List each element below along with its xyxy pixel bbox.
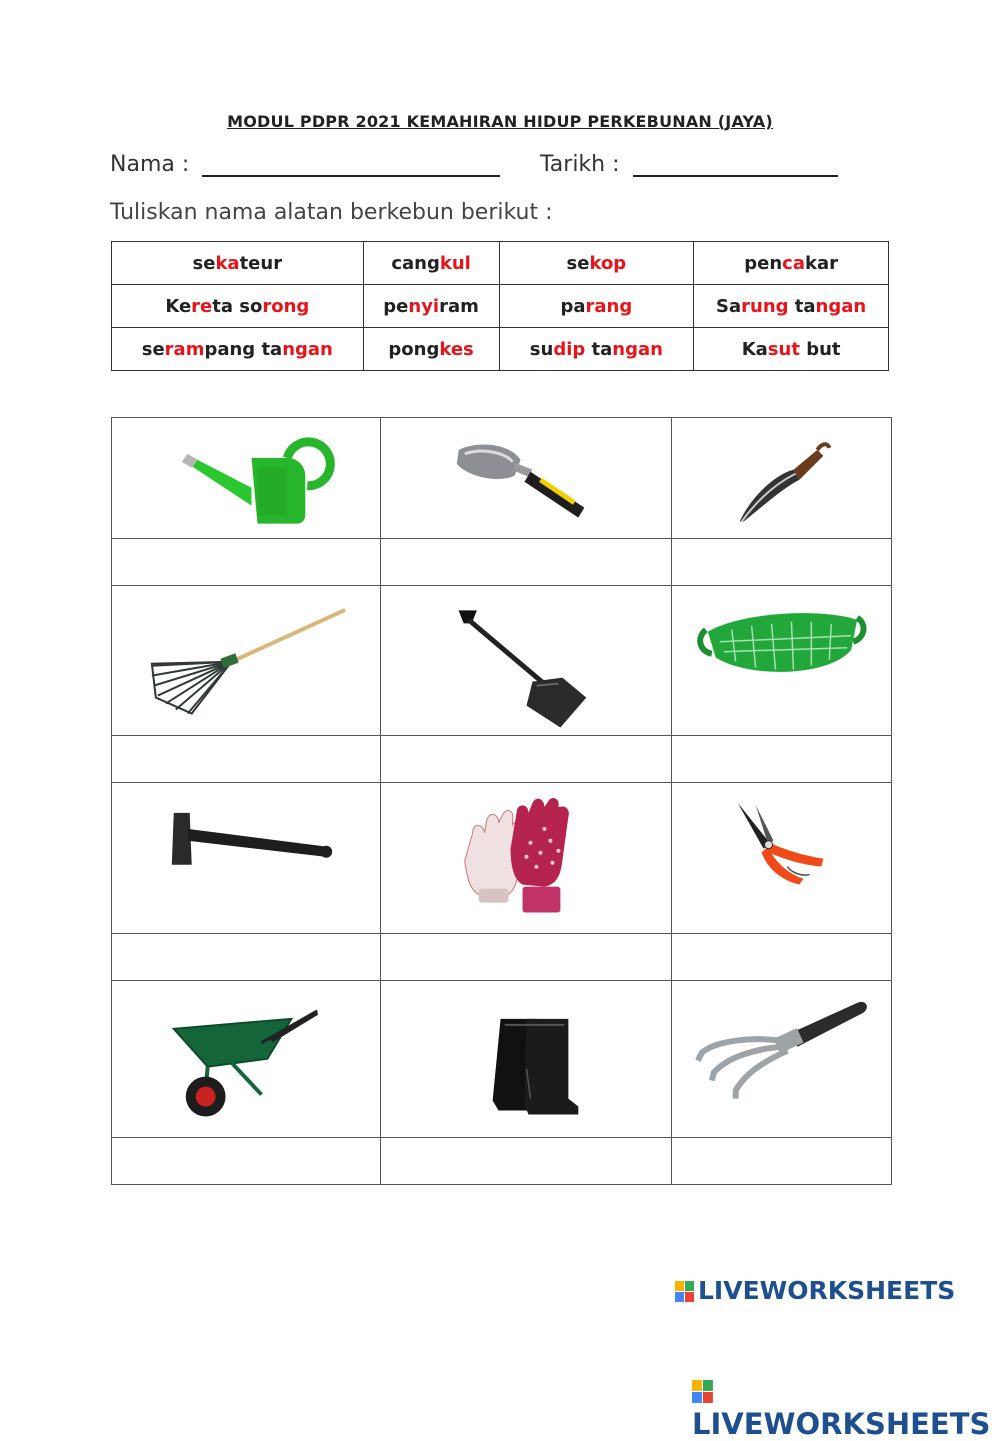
highlighted-syllable: rung <box>741 295 789 317</box>
tool-cell <box>672 783 892 933</box>
syllable: ta so <box>212 295 263 317</box>
liveworksheets-watermark-2 <box>692 1373 1000 1441</box>
watermark-text: LIVEWORKSHEETS <box>698 1276 956 1305</box>
syllable: Ke <box>165 295 192 317</box>
syllable: but <box>799 338 841 360</box>
answer-cell[interactable] <box>381 1138 672 1185</box>
tool-cell <box>381 783 672 933</box>
word-bank-table <box>111 241 889 371</box>
tool-cell <box>112 980 381 1137</box>
answer-cell[interactable] <box>672 1138 892 1185</box>
answer-cell[interactable] <box>112 538 381 585</box>
highlighted-syllable: dip <box>553 338 586 360</box>
tool-cell <box>381 418 672 539</box>
date-label: Tarikh : <box>540 152 620 177</box>
tools-grid <box>111 417 892 1185</box>
syllable: pen <box>744 252 783 274</box>
worksheet-title: MODUL PDPR 2021 KEMAHIRAN HIDUP PERKEBUNAN (JAYA) <box>227 112 773 131</box>
answer-cell[interactable] <box>672 933 892 980</box>
green-basket-icon <box>672 586 891 735</box>
tool-cell <box>381 980 672 1137</box>
syllable: ta <box>788 295 816 317</box>
hoe-icon <box>112 783 380 932</box>
date-line <box>633 155 838 177</box>
name-line <box>202 155 500 177</box>
syllable: teur <box>239 252 283 274</box>
wheelbarrow-icon <box>112 981 380 1137</box>
highlighted-syllable: ngan <box>612 338 663 360</box>
highlighted-syllable: nyi <box>408 295 440 317</box>
tool-cell <box>381 585 672 735</box>
syllable: Ka <box>741 338 768 360</box>
highlighted-syllable: rang <box>585 295 633 317</box>
syllable: se <box>566 252 590 274</box>
syllable: Sa <box>716 295 742 317</box>
highlighted-syllable: kes <box>439 338 474 360</box>
syllable: pang ta <box>204 338 283 360</box>
syllable: ta <box>585 338 613 360</box>
tool-cell <box>112 418 381 539</box>
word-bank-cell <box>112 328 364 371</box>
highlighted-syllable: kul <box>439 252 471 274</box>
answer-cell[interactable] <box>112 933 381 980</box>
syllable: se <box>141 338 165 360</box>
syllable: kar <box>804 252 838 274</box>
highlighted-syllable: sut <box>767 338 800 360</box>
highlighted-syllable: kop <box>589 252 627 274</box>
syllable: pong <box>388 338 440 360</box>
highlighted-syllable: ngan <box>815 295 867 317</box>
name-label: Nama : <box>110 152 190 177</box>
word-bank-cell <box>694 285 889 328</box>
word-bank-cell <box>363 328 499 371</box>
syllable: pa <box>560 295 586 317</box>
shovel-icon <box>381 586 671 735</box>
highlighted-syllable: ngan <box>282 338 333 360</box>
tool-cell <box>112 585 381 735</box>
date-field <box>540 152 838 177</box>
instruction: Tuliskan nama alatan berkebun berikut : <box>110 200 553 225</box>
pruning-shears-icon <box>672 783 891 932</box>
syllable: pe <box>383 295 409 317</box>
word-bank-cell <box>499 328 694 371</box>
highlighted-syllable: ca <box>782 252 805 274</box>
highlighted-syllable: rong <box>262 295 310 317</box>
word-bank-cell <box>499 242 694 285</box>
hand-cultivator-icon <box>672 981 891 1137</box>
garden-gloves-icon <box>381 783 671 932</box>
word-bank-cell <box>363 285 499 328</box>
highlighted-syllable: re <box>191 295 213 317</box>
answer-cell[interactable] <box>112 1138 381 1185</box>
word-bank-cell <box>694 328 889 371</box>
hand-trowel-icon <box>381 418 671 538</box>
watering-can-icon <box>112 418 380 538</box>
liveworksheets-logo-icon <box>675 1281 695 1303</box>
tool-cell <box>672 418 892 539</box>
word-bank-cell <box>694 242 889 285</box>
tool-cell <box>112 783 381 933</box>
syllable: se <box>192 252 216 274</box>
name-field <box>110 152 500 177</box>
highlighted-syllable: ka <box>215 252 240 274</box>
watermark-text: LIVEWORKSHEETS <box>692 1407 991 1441</box>
syllable: cang <box>391 252 440 274</box>
answer-cell[interactable] <box>672 736 892 783</box>
liveworksheets-watermark-1 <box>675 1276 955 1305</box>
machete-icon <box>672 418 891 537</box>
word-bank-cell <box>363 242 499 285</box>
rubber-boots-icon <box>381 981 671 1137</box>
tool-cell <box>672 585 892 735</box>
word-bank-cell <box>112 285 364 328</box>
answer-cell[interactable] <box>672 538 892 585</box>
word-bank-cell <box>499 285 694 328</box>
answer-cell[interactable] <box>381 933 672 980</box>
answer-cell[interactable] <box>112 736 381 783</box>
leaf-rake-icon <box>112 586 380 735</box>
syllable: ram <box>439 295 479 317</box>
liveworksheets-logo-icon <box>692 1379 714 1405</box>
answer-cell[interactable] <box>381 538 672 585</box>
answer-cell[interactable] <box>381 736 672 783</box>
highlighted-syllable: ram <box>164 338 205 360</box>
word-bank-cell <box>112 242 364 285</box>
tool-cell <box>672 980 892 1137</box>
syllable: su <box>529 338 554 360</box>
